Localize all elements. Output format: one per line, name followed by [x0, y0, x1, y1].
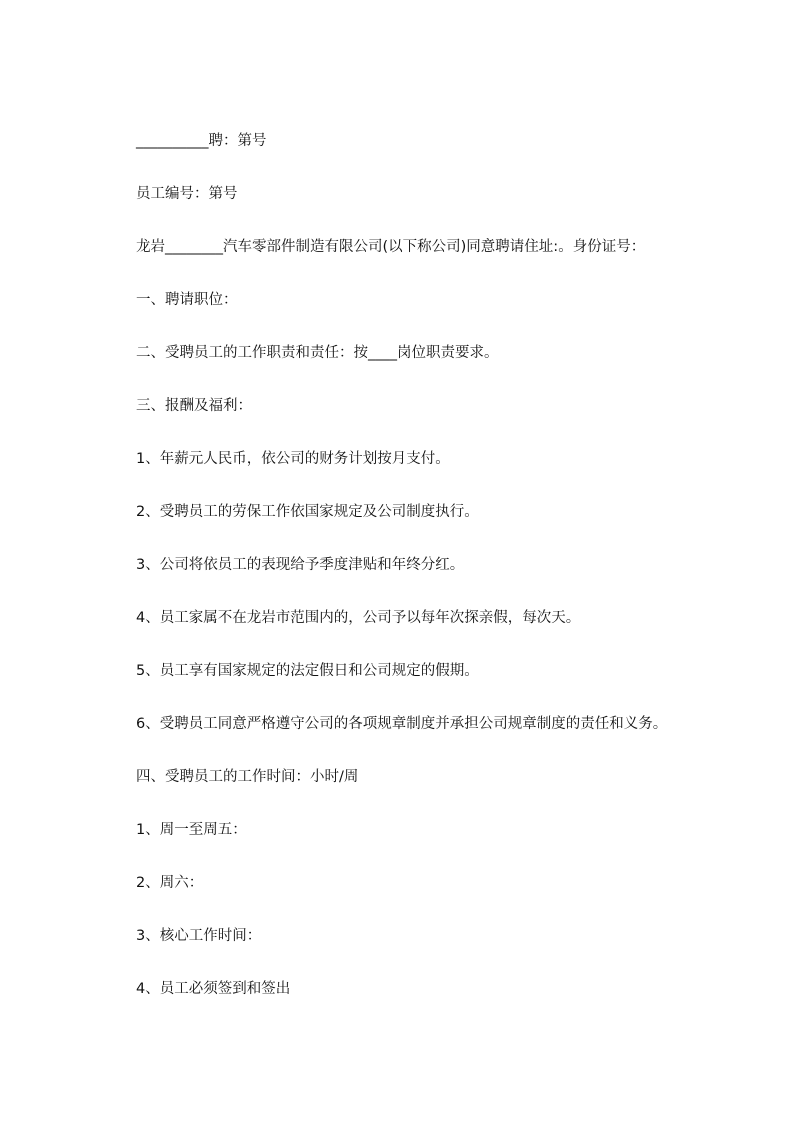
section-duties-heading: 二、受聘员工的工作职责和责任：按____岗位职责要求。: [136, 345, 499, 361]
compensation-item-4: 4、员工家属不在龙岩市范围内的，公司予以每年次探亲假，每次天。: [136, 610, 581, 626]
section-compensation-heading: 三、报酬及福利：: [136, 398, 252, 414]
company-consent-line: 龙岩________汽车零部件制造有限公司(以下称公司)同意聘请住址:。身份证号：: [136, 239, 646, 255]
hours-item-2: 2、周六：: [136, 875, 204, 891]
compensation-item-3: 3、公司将依员工的表现给予季度津贴和年终分红。: [136, 557, 465, 573]
employee-number-line: 员工编号：第号: [136, 186, 238, 202]
compensation-item-1: 1、年薪元人民币，依公司的财务计划按月支付。: [136, 451, 450, 467]
appointment-number-line: __________聘：第号: [136, 133, 267, 149]
compensation-item-5: 5、员工享有国家规定的法定假日和公司规定的假期。: [136, 663, 479, 679]
document-body: [136, 128, 776, 1029]
compensation-item-2: 2、受聘员工的劳保工作依国家规定及公司制度执行。: [136, 504, 479, 520]
hours-item-3: 3、核心工作时间：: [136, 928, 262, 944]
hours-item-1: 1、周一至周五：: [136, 822, 247, 838]
section-working-hours-heading: 四、受聘员工的工作时间：小时/周: [136, 769, 359, 785]
section-position-heading: 一、聘请职位：: [136, 292, 238, 308]
compensation-item-6: 6、受聘员工同意严格遵守公司的各项规章制度并承担公司规章制度的责任和义务。: [136, 716, 668, 732]
hours-item-4: 4、员工必须签到和签出: [136, 981, 291, 997]
